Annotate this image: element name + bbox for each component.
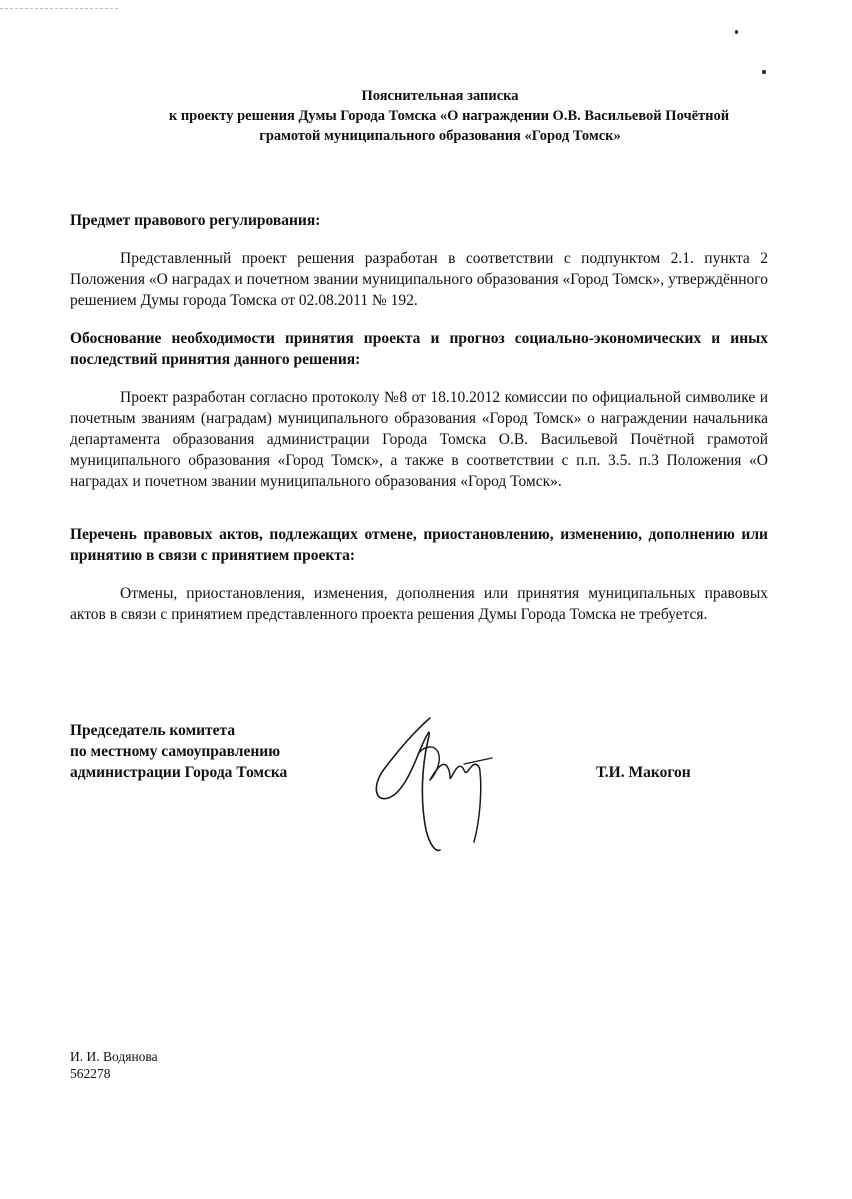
- scan-speck: [735, 30, 738, 34]
- executor-phone: 562278: [70, 1066, 111, 1081]
- signatory-position-line-1: Председатель комитета: [70, 722, 236, 739]
- section-heading-subject: Предмет правового регулирования:: [70, 212, 321, 229]
- section-text-subject: Представленный проект решения разработан в соответствии с подпунктом 2.1. пункта 2 Положения «О наградах и почетном звании муниципального образования «Город Томск», утверждённого решением Думы города Томска от 02.08.2011 № 192.: [70, 250, 768, 309]
- section-heading-legal-acts: Перечень правовых актов, подлежащих отмене, приостановлению, изменению, дополнению или принятию в связи с принятием проекта:: [70, 526, 768, 564]
- signatory-position-line-2: по местному самоуправлению: [70, 743, 281, 760]
- title-line-1: Пояснительная записка: [361, 88, 519, 104]
- section-text-justification: Проект разработан согласно протоколу №8 от 18.10.2012 комиссии по официальной символике и почетным званиям (наградам) муниципального образования «Город Томск» о награждении начальника департамента образования администрации Города Томска О.В. Васильевой Почётной грамотой муниципального образования «Город Томск», а также в соответствии с п.п. 3.5. п.3 Положения «О наградах и почетном звании муниципального образования «Город Томск».: [70, 389, 768, 490]
- signatory-position: [70, 720, 287, 783]
- signatory-position-line-3: администрации Города Томска: [70, 764, 288, 781]
- executor-name: И. И. Водянова: [70, 1049, 158, 1064]
- title-line-3: грамотой муниципального образования «Город Томск»: [259, 128, 621, 144]
- signatory-name: Т.И. Макогон: [596, 764, 691, 781]
- scan-artifact-line: [0, 8, 118, 9]
- executor-info: [70, 1048, 158, 1082]
- title-line-2: к проекту решения Думы Города Томска «О награждении О.В. Васильевой Почётной: [168, 108, 730, 124]
- section-text-legal-acts: Отмены, приостановления, изменения, дополнения или принятия муниципальных правовых актов в связи с принятием представленного проекта решения Думы Города Томска не требуется.: [70, 585, 768, 623]
- handwritten-signature: [368, 710, 498, 860]
- document-title: [60, 86, 820, 146]
- scan-speck: [762, 70, 766, 74]
- section-heading-justification: Обоснование необходимости принятия проекта и прогноз социально-экономических и иных последствий принятия данного решения:: [70, 330, 768, 368]
